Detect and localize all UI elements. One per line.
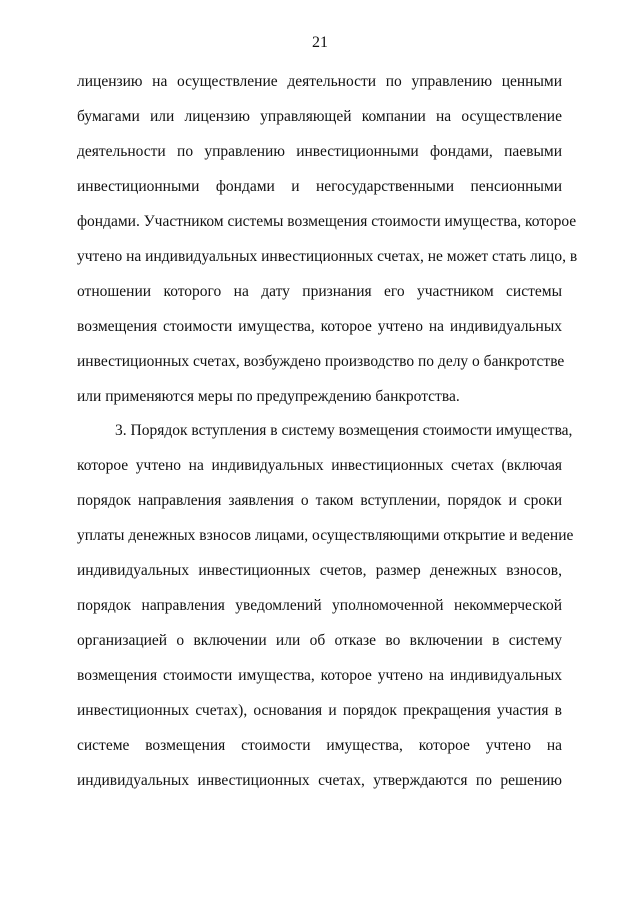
text-line: учтено на индивидуальных инвестиционных счетах, не может стать лицо, в xyxy=(77,248,578,265)
text-line: индивидуальных инвестиционных счетов, размер денежных взносов, xyxy=(77,562,562,579)
text-line: возмещения стоимости имущества, которое учтено на индивидуальных xyxy=(77,667,562,684)
text-line: системе возмещения стоимости имущества, которое учтено на xyxy=(77,737,562,754)
paragraph-continuation xyxy=(77,72,578,422)
text-line: индивидуальных инвестиционных счетах, утверждаются по решению xyxy=(77,772,562,789)
text-line: отношении которого на дату признания его участником системы xyxy=(77,283,562,300)
paragraph-3 xyxy=(77,421,574,806)
text-line: уплаты денежных взносов лицами, осуществляющими открытие и ведение xyxy=(77,527,574,544)
text-line: возмещения стоимости имущества, которое учтено на индивидуальных xyxy=(77,318,562,335)
text-line: инвестиционных счетах), основания и порядок прекращения участия в xyxy=(77,702,562,719)
paragraph-first-line: 3. Порядок вступления в систему возмещения стоимости имущества, xyxy=(115,422,573,439)
page-number: 21 xyxy=(312,34,328,51)
text-line: инвестиционными фондами и негосударственными пенсионными xyxy=(77,178,562,195)
text-line: порядок направления уведомлений уполномоченной некоммерческой xyxy=(77,597,562,614)
text-line: бумагами или лицензию управляющей компании на осуществление xyxy=(77,108,562,125)
text-line: деятельности по управлению инвестиционными фондами, паевыми xyxy=(77,143,562,160)
text-line: инвестиционных счетах, возбуждено производство по делу о банкротстве xyxy=(77,353,565,370)
text-line: порядок направления заявления о таком вступлении, порядок и сроки xyxy=(77,492,562,509)
text-line-last: или применяются меры по предупреждению банкротства. xyxy=(77,388,460,405)
text-line: организацией о включении или об отказе во включении в систему xyxy=(77,632,562,649)
text-line: лицензию на осуществление деятельности по управлению ценными xyxy=(77,73,562,90)
text-line: которое учтено на индивидуальных инвестиционных счетах (включая xyxy=(77,457,562,474)
text-line: фондами. Участником системы возмещения стоимости имущества, которое xyxy=(77,213,577,230)
